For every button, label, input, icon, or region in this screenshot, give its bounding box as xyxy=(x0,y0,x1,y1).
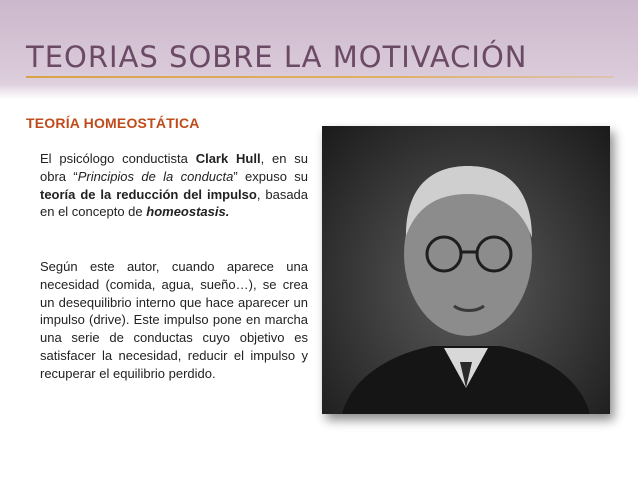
paragraph-intro xyxy=(40,150,308,221)
section-subtitle: TEORÍA HOMEOSTÁTICA xyxy=(26,115,200,131)
intro-text-4: , basada en el concepto de xyxy=(40,186,309,220)
portrait-figure xyxy=(322,126,610,414)
paragraph-explanation: Según este autor, cuando aparece una necesidad (comida, agua, sueño…), se crea un desequilibrio interno que hace aparecer un impulso (drive). Este impulso pone en marcha una serie de conductas cuyo objetivo es satisfacer la necesidad, reducir el impulso y recuperar el equilibrio perdido. xyxy=(40,259,308,381)
portrait-photo xyxy=(322,126,610,414)
slide-title: TEORIAS SOBRE LA MOTIVACIÓN xyxy=(26,40,528,74)
theory-name: teoría de la reducción del impulso xyxy=(40,186,257,202)
intro-text-1: El psicólogo conductista xyxy=(40,151,196,166)
title-underline xyxy=(26,76,614,78)
work-title: Principios de la conducta xyxy=(77,168,234,184)
concept-term: homeostasis. xyxy=(146,204,230,220)
author-name: Clark Hull xyxy=(195,151,261,166)
intro-text-3: ” expuso su xyxy=(233,168,309,184)
intro-text-2: , en su obra “ xyxy=(40,151,308,184)
